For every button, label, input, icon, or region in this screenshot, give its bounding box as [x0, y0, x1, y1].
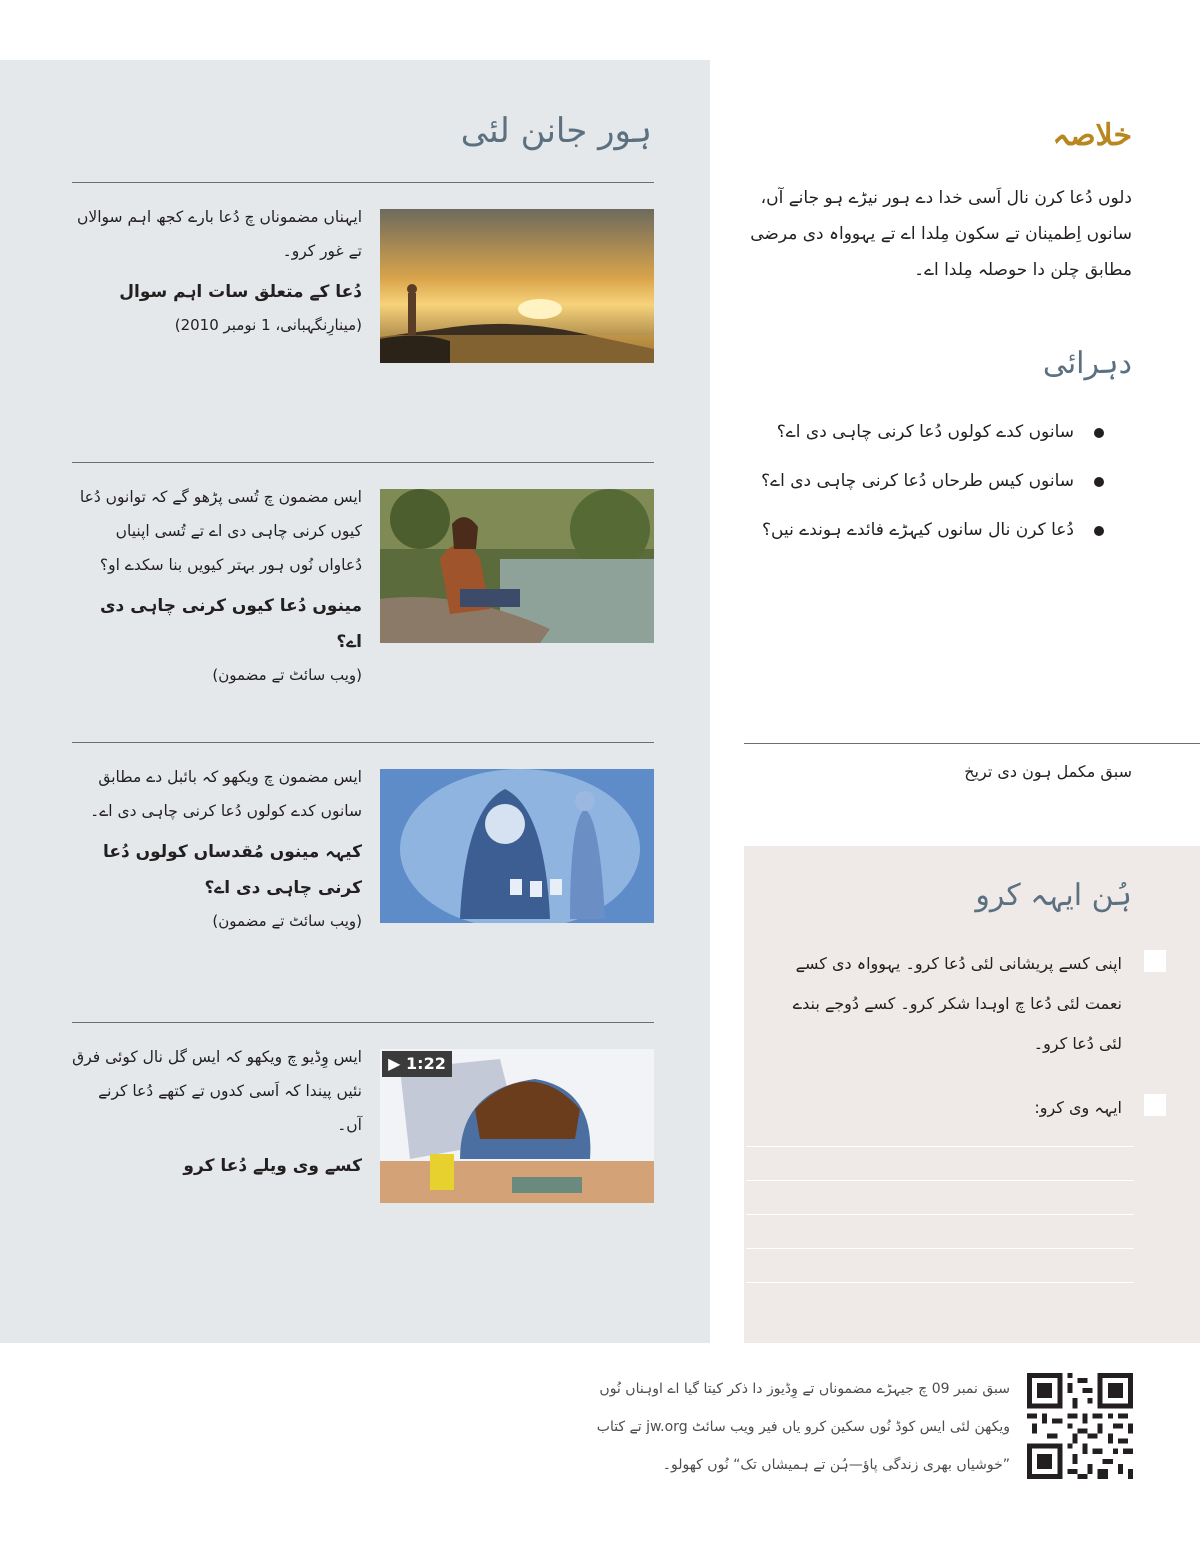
bullet-icon [1094, 526, 1104, 536]
try-this-heading: ہُن ایہہ کرو [975, 878, 1132, 913]
review-questions [740, 420, 1112, 567]
review-heading: دہرائی [1042, 346, 1132, 381]
completion-date-label: سبق مکمل ہون دی تریخ [964, 762, 1132, 781]
writing-line[interactable] [746, 1146, 1134, 1147]
bullet-icon [1094, 428, 1104, 438]
item-description: ایس مضمون چ ویکھو کہ بائبل دے مطابق سانوں کدے کولوں دُعا کرنی چاہی دی اے۔ [90, 768, 362, 820]
try-item-text: ایہہ وی کرو: [1034, 1098, 1122, 1117]
woman-praying-to-statue-image[interactable] [380, 769, 654, 923]
learn-item-2 [72, 480, 362, 690]
learn-item-3 [72, 760, 362, 936]
writing-line[interactable] [746, 1248, 1134, 1249]
item-title[interactable]: دُعا کے متعلق سات اہم سوال [119, 282, 362, 302]
review-question: سانوں کیس طرحاں دُعا کرنی چاہی دی اے؟ [740, 469, 1112, 493]
item-source: (مینارِنگہبانی، 1 نومبر 2010) [174, 316, 362, 334]
try-item-text: اپنی کسے پریشانی لئی دُعا کرو۔ یہوواہ دی کسے نعمت لئی دُعا چ اوہدا شکر کرو۔ کسے دُوجے بندے لئی دُعا کرو۔ [792, 954, 1122, 1053]
sunset-image[interactable] [380, 209, 654, 363]
bullet-icon [1094, 477, 1104, 487]
writing-line[interactable] [746, 1282, 1134, 1283]
separator [72, 462, 654, 463]
summary-heading: خلاصہ [1052, 118, 1132, 153]
item-source: (ویب سائٹ تے مضمون) [212, 912, 362, 930]
review-question: سانوں کدے کولوں دُعا کرنی چاہی دی اے؟ [740, 420, 1112, 444]
try-item-2 [774, 1088, 1166, 1128]
item-title[interactable]: کیہہ مینوں مُقدساں کولوں دُعا کرنی چاہی دی اے؟ [102, 842, 362, 898]
item-title[interactable]: کسے وی ویلے دُعا کرو [183, 1156, 362, 1176]
checkbox[interactable] [1144, 950, 1166, 972]
footer-text: سبق نمبر 09 چ جیہڑے مضموناں تے وِڈیوز دا ذکر کیتا گیا اے اوہناں نُوں ویکھن لئی ایس کوڈ نُوں سکین کرو یاں فیر ویب سائٹ jw.org تے کتاب ”خوشیاں بھری زندگی پاؤ—ہُن تے ہمیشاں تک“ نُوں کھولو۔ [596, 1381, 1010, 1473]
separator [72, 182, 654, 183]
learn-more-panel [0, 60, 710, 1343]
completion-divider [744, 743, 1200, 744]
writing-line[interactable] [746, 1180, 1134, 1181]
item-source: (ویب سائٹ تے مضمون) [212, 666, 362, 684]
item-description: ایس مضمون چ تُسی پڑھو گے کہ توانوں دُعا کیوں کرنی چاہی دی اے تے تُسی اپنیاں دُعاواں نُوں ہور بہتر کیویں بنا سکدے او؟ [79, 488, 362, 574]
item-description: ایس وِڈیو چ ویکھو کہ ایس گل نال کوئی فرق نئیں پیندا کہ اَسی کدوں تے کتھے دُعا کرنے آں۔ [72, 1048, 362, 1134]
separator [72, 1022, 654, 1023]
try-this-box [744, 846, 1200, 1343]
try-item-1 [774, 944, 1166, 1064]
item-title[interactable]: مینوں دُعا کیوں کرنی چاہی دی اے؟ [99, 596, 362, 652]
checkbox[interactable] [1144, 1094, 1166, 1116]
review-question: دُعا کرن نال سانوں کیہڑے فائدے ہوندے نیں؟ [740, 518, 1112, 542]
writing-line[interactable] [746, 1214, 1134, 1215]
learn-item-1 [72, 200, 362, 340]
woman-by-lake-image[interactable] [380, 489, 654, 643]
learn-more-heading: ہور جانن لئی [460, 111, 652, 151]
video-duration-badge: ▶ 1:22 [382, 1051, 452, 1077]
summary-text: دلوں دُعا کرن نال اَسی خدا دے ہور نیڑے ہو جانے آں، سانوں اِطمینان تے سکون مِلدا اے تے یہوواہ دی مرضی مطابق چلن دا حوصلہ مِلدا اے۔ [750, 188, 1132, 280]
separator [72, 742, 654, 743]
boy-praying-video-thumbnail[interactable] [380, 1049, 654, 1203]
qr-code-icon[interactable] [1027, 1373, 1133, 1479]
item-description: ایہناں مضموناں چ دُعا بارے کجھ اہم سوالاں تے غور کرو۔ [77, 208, 362, 260]
learn-item-4 [72, 1040, 362, 1184]
